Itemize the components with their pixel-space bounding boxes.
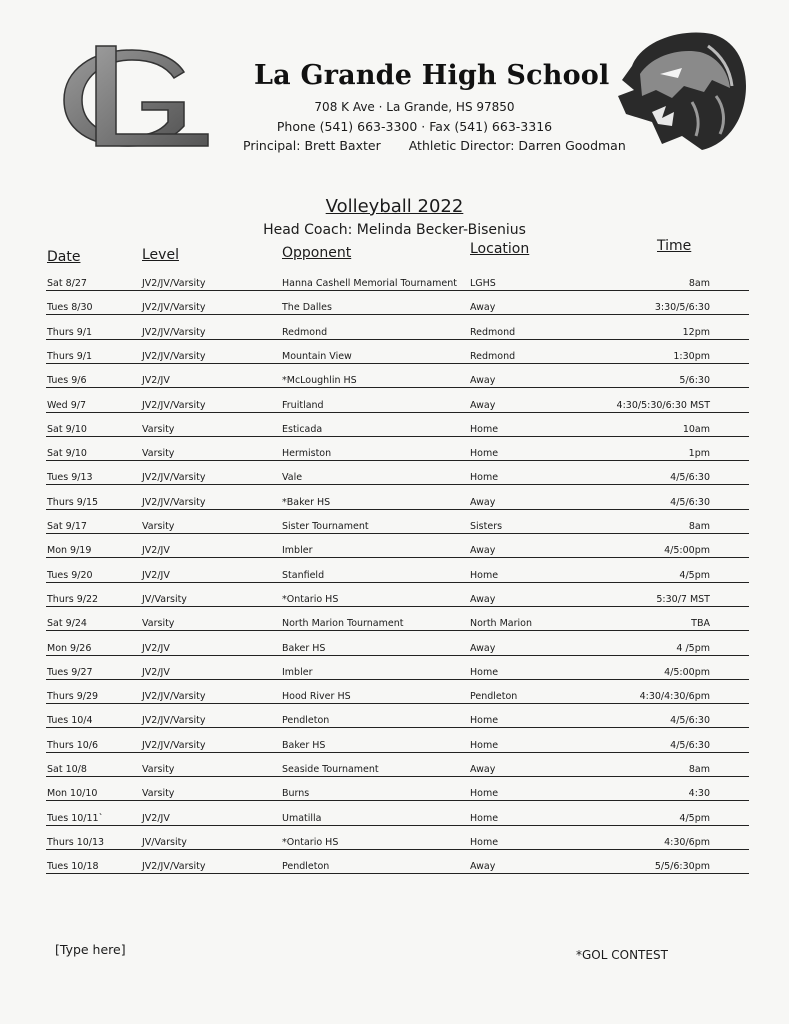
row-time: 1:30pm xyxy=(673,350,710,362)
row-divider xyxy=(46,290,749,291)
row-opponent: Hanna Cashell Memorial Tournament xyxy=(282,278,457,289)
row-level: Varsity xyxy=(142,618,175,630)
table-row xyxy=(0,492,789,510)
row-date: Thurs 9/1 xyxy=(47,350,93,362)
table-row xyxy=(0,856,789,874)
row-time: 3:30/5/6:30 xyxy=(654,302,710,314)
row-location: Away xyxy=(470,593,496,605)
row-divider xyxy=(46,655,749,656)
row-divider xyxy=(46,339,749,340)
column-header-opponent: Opponent xyxy=(282,245,352,261)
table-row xyxy=(0,759,789,777)
school-monogram-logo-icon xyxy=(56,42,216,154)
table-row xyxy=(0,832,789,850)
row-level: JV2/JV/Varsity xyxy=(142,739,206,751)
row-opponent: Seaside Tournament xyxy=(282,764,379,775)
column-header-location: Location xyxy=(470,241,530,257)
row-location: Away xyxy=(470,399,496,411)
table-row xyxy=(0,735,789,753)
row-level: JV2/JV/Varsity xyxy=(142,472,206,484)
row-divider xyxy=(46,314,749,315)
table-row xyxy=(0,516,789,534)
row-divider xyxy=(46,533,749,534)
table-row xyxy=(0,273,789,291)
table-row xyxy=(0,783,789,801)
row-opponent: North Marion Tournament xyxy=(282,618,404,630)
row-time: 1pm xyxy=(688,448,710,460)
row-divider xyxy=(46,800,749,801)
row-level: JV2/JV/Varsity xyxy=(142,399,206,411)
table-row xyxy=(0,613,789,631)
table-row xyxy=(0,346,789,364)
row-location: Home xyxy=(470,423,499,435)
row-opponent: Umatilla xyxy=(282,812,322,824)
row-opponent: *McLoughlin HS xyxy=(282,375,357,387)
row-date: Tues 10/18 xyxy=(47,861,99,873)
row-time: 4:30/4:30/6pm xyxy=(639,691,710,703)
row-time: 4/5:00pm xyxy=(664,666,710,678)
row-divider xyxy=(46,873,749,874)
row-time: 5/5/6:30pm xyxy=(654,861,710,873)
row-date: Thurs 9/22 xyxy=(47,593,99,605)
row-level: JV/Varsity xyxy=(142,593,187,605)
row-opponent: Stanfield xyxy=(282,569,325,581)
row-level: JV2/JV xyxy=(142,666,170,678)
row-location: Home xyxy=(470,739,499,751)
row-location: Redmond xyxy=(470,350,516,362)
row-location: Home xyxy=(470,715,499,727)
row-date: Mon 10/10 xyxy=(47,788,98,800)
table-row xyxy=(0,686,789,704)
row-level: JV2/JV xyxy=(142,569,170,581)
row-level: JV/Varsity xyxy=(142,836,187,848)
row-location: Away xyxy=(470,861,496,873)
row-location: Away xyxy=(470,302,496,314)
table-row xyxy=(0,395,789,413)
row-level: JV2/JV xyxy=(142,545,170,557)
row-date: Sat 9/10 xyxy=(47,423,87,435)
row-opponent: Baker HS xyxy=(282,642,326,654)
row-date: Thurs 9/29 xyxy=(47,691,99,703)
row-divider xyxy=(46,557,749,558)
row-time: 12pm xyxy=(682,326,710,338)
row-date: Sat 10/8 xyxy=(47,764,87,775)
table-row xyxy=(0,638,789,656)
row-opponent: Hermiston xyxy=(282,448,332,460)
row-opponent: Pendleton xyxy=(282,861,330,873)
row-divider xyxy=(46,436,749,437)
row-divider xyxy=(46,727,749,728)
row-opponent: Hood River HS xyxy=(282,691,351,703)
table-row xyxy=(0,662,789,680)
row-date: Mon 9/19 xyxy=(47,545,92,557)
row-time: 4/5/6:30 xyxy=(670,739,710,751)
row-date: Tues 10/4 xyxy=(47,715,93,727)
row-location: Away xyxy=(470,375,496,387)
row-divider xyxy=(46,679,749,680)
table-row xyxy=(0,808,789,826)
row-time: 4 /5pm xyxy=(676,642,710,654)
school-phone: Phone (541) 663-3300 · Fax (541) 663-3316 xyxy=(276,119,553,134)
row-time: 8am xyxy=(688,764,710,775)
row-date: Sat 9/17 xyxy=(47,521,87,532)
principal: Principal: Brett Baxter xyxy=(243,138,381,153)
row-divider xyxy=(46,387,749,388)
row-divider xyxy=(46,509,749,510)
row-date: Thurs 10/13 xyxy=(47,836,105,848)
row-level: JV2/JV xyxy=(142,812,170,824)
row-time: 4/5pm xyxy=(679,812,710,824)
row-divider xyxy=(46,776,749,777)
table-row xyxy=(0,443,789,461)
table-row xyxy=(0,540,789,558)
footer-note: *GOL CONTEST xyxy=(576,948,668,962)
row-location: Away xyxy=(470,642,496,654)
row-opponent: Fruitland xyxy=(282,399,324,411)
row-level: Varsity xyxy=(142,788,175,800)
row-location: Away xyxy=(470,545,496,557)
row-time: 4:30/6pm xyxy=(664,836,710,848)
row-level: Varsity xyxy=(142,764,175,775)
row-divider xyxy=(46,849,749,850)
row-time: 4:30/5:30/6:30 MST xyxy=(616,399,710,411)
footer-placeholder: [Type here] xyxy=(55,942,126,957)
row-level: JV2/JV/Varsity xyxy=(142,496,206,508)
row-level: Varsity xyxy=(142,423,175,435)
row-time: 4/5pm xyxy=(679,569,710,581)
row-opponent: Burns xyxy=(282,788,310,800)
row-opponent: Imbler xyxy=(282,545,313,557)
row-date: Tues 9/27 xyxy=(47,666,93,678)
row-level: Varsity xyxy=(142,448,175,460)
table-row xyxy=(0,322,789,340)
row-divider xyxy=(46,703,749,704)
row-time: 10am xyxy=(682,423,710,435)
row-date: Thurs 9/15 xyxy=(47,496,99,508)
row-date: Tues 9/6 xyxy=(47,375,87,387)
athletic-director: Athletic Director: Darren Goodman xyxy=(408,138,626,153)
row-location: Home xyxy=(470,448,499,460)
row-date: Tues 9/20 xyxy=(47,569,93,581)
row-divider xyxy=(46,606,749,607)
row-level: JV2/JV/Varsity xyxy=(142,278,206,289)
table-row xyxy=(0,419,789,437)
row-location: Away xyxy=(470,764,496,775)
row-divider xyxy=(46,582,749,583)
row-date: Tues 9/13 xyxy=(47,472,93,484)
row-level: JV2/JV/Varsity xyxy=(142,302,206,314)
column-header-time: Time xyxy=(657,238,692,254)
row-date: Thurs 10/6 xyxy=(47,739,99,751)
row-date: Sat 8/27 xyxy=(47,278,87,289)
row-location: Home xyxy=(470,812,499,824)
table-row xyxy=(0,370,789,388)
row-opponent: Redmond xyxy=(282,326,328,338)
row-divider xyxy=(46,630,749,631)
row-opponent: *Ontario HS xyxy=(282,836,339,848)
row-location: Pendleton xyxy=(470,691,518,703)
row-divider xyxy=(46,825,749,826)
column-header-date: Date xyxy=(47,249,81,265)
table-row xyxy=(0,589,789,607)
row-location: Redmond xyxy=(470,326,516,338)
row-time: 4:30 xyxy=(688,788,710,800)
row-date: Tues 10/11` xyxy=(47,812,104,824)
row-opponent: Esticada xyxy=(282,423,323,435)
table-row xyxy=(0,710,789,728)
row-divider xyxy=(46,412,749,413)
row-divider xyxy=(46,752,749,753)
row-time: 4/5/6:30 xyxy=(670,472,710,484)
row-level: Varsity xyxy=(142,521,175,532)
row-level: JV2/JV/Varsity xyxy=(142,326,206,338)
row-location: Home xyxy=(470,788,499,800)
tiger-mascot-icon xyxy=(612,26,750,154)
column-header-level: Level xyxy=(142,247,179,263)
row-date: Thurs 9/1 xyxy=(47,326,93,338)
row-level: JV2/JV/Varsity xyxy=(142,691,206,703)
row-date: Tues 8/30 xyxy=(47,302,93,314)
row-time: 8am xyxy=(688,521,710,532)
row-opponent: *Ontario HS xyxy=(282,593,339,605)
row-opponent: Pendleton xyxy=(282,715,330,727)
row-date: Mon 9/26 xyxy=(47,642,92,654)
row-level: JV2/JV/Varsity xyxy=(142,861,206,873)
row-location: North Marion xyxy=(470,618,532,630)
row-time: 5:30/7 MST xyxy=(656,593,710,605)
school-address: 708 K Ave · La Grande, HS 97850 xyxy=(314,100,515,114)
row-level: JV2/JV xyxy=(142,375,170,387)
row-opponent: Imbler xyxy=(282,666,313,678)
row-time: 5/6:30 xyxy=(679,375,710,387)
row-opponent: *Baker HS xyxy=(282,496,331,508)
row-opponent: Sister Tournament xyxy=(282,521,369,532)
school-name: La Grande High School xyxy=(254,60,610,91)
table-row xyxy=(0,565,789,583)
row-divider xyxy=(46,484,749,485)
row-opponent: Mountain View xyxy=(282,350,352,362)
schedule-title: Volleyball 2022 xyxy=(325,196,464,217)
row-time: 4/5/6:30 xyxy=(670,715,710,727)
row-level: JV2/JV xyxy=(142,642,170,654)
row-location: Home xyxy=(470,472,499,484)
row-opponent: Baker HS xyxy=(282,739,326,751)
row-date: Wed 9/7 xyxy=(47,399,87,411)
row-location: LGHS xyxy=(470,278,496,289)
row-opponent: The Dalles xyxy=(282,302,332,314)
row-opponent: Vale xyxy=(282,472,303,484)
row-location: Home xyxy=(470,666,499,678)
row-location: Home xyxy=(470,569,499,581)
staff-line xyxy=(243,138,626,153)
row-level: JV2/JV/Varsity xyxy=(142,715,206,727)
row-location: Away xyxy=(470,496,496,508)
row-time: 8am xyxy=(688,278,710,289)
row-date: Sat 9/10 xyxy=(47,448,87,460)
table-row xyxy=(0,467,789,485)
row-location: Home xyxy=(470,836,499,848)
row-time: 4/5/6:30 xyxy=(670,496,710,508)
row-divider xyxy=(46,363,749,364)
row-level: JV2/JV/Varsity xyxy=(142,350,206,362)
row-location: Sisters xyxy=(470,521,503,532)
head-coach: Head Coach: Melinda Becker-Bisenius xyxy=(263,222,526,238)
row-divider xyxy=(46,460,749,461)
table-row xyxy=(0,297,789,315)
row-time: TBA xyxy=(691,618,710,630)
row-date: Sat 9/24 xyxy=(47,618,87,630)
row-time: 4/5:00pm xyxy=(664,545,710,557)
